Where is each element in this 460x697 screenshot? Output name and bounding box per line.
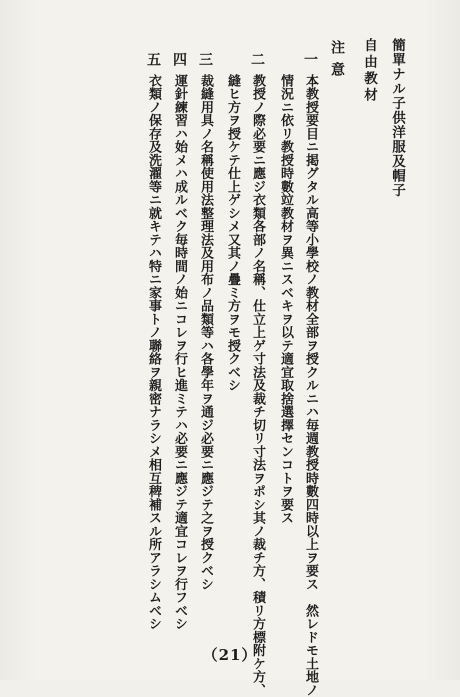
item-2-line-2: 縫ヒ方ヲ授ケテ仕上ゲシメ又其ノ疊ミ方ヲモ授クベシ [225, 74, 240, 392]
item-1-line-2: 情況ニ依リ教授時數竝教材ヲ異ニスベキヲ以テ適宜取捨選擇センコトヲ要ス [278, 74, 293, 525]
item-1-line-1: 本教授要目ニ掲グタル高等小學校ノ教材全部ヲ授クルニハ毎週教授時數四時以上ヲ要ス 然レドモ土地ノ [303, 74, 318, 697]
item-number-2: 二 [249, 52, 265, 67]
item-number-5: 五 [145, 52, 161, 67]
item-4-text: 運針練習ハ始メハ成ルベク毎時間ノ始ニコレヲ行ヒ進ミテハ必要ニ應ジテ適宜コレヲ行フベシ [172, 74, 187, 631]
item-number-1: 一 [302, 52, 318, 67]
item-2-line-1: 教授ノ際必要ニ應ジ衣類各部ノ名稱、仕立上ゲ寸法及裁チ切リ寸法ヲポシ其ノ裁チ方、積リ方標附ケ方、 [250, 74, 265, 697]
notes-heading: 注意 [329, 40, 345, 84]
item-number-4: 四 [171, 52, 187, 67]
item-5-text: 衣類ノ保存及洗濯等ニ就キテハ特ニ家事トノ聯絡ヲ親密ナラシメ相互稗補スル所アラシムベシ [146, 74, 161, 631]
page-number: （21） [202, 646, 258, 664]
item-number-3: 三 [197, 52, 213, 67]
section-subtitle: 自由教材 [361, 38, 377, 104]
section-title: 簡單ナル子供洋服及帽子 [389, 38, 405, 198]
item-3-text: 裁縫用具ノ名稱使用法整理法及用布ノ品類等ハ各學年ヲ通ジ必要ニ應ジテ之ヲ授クベシ [198, 74, 213, 591]
